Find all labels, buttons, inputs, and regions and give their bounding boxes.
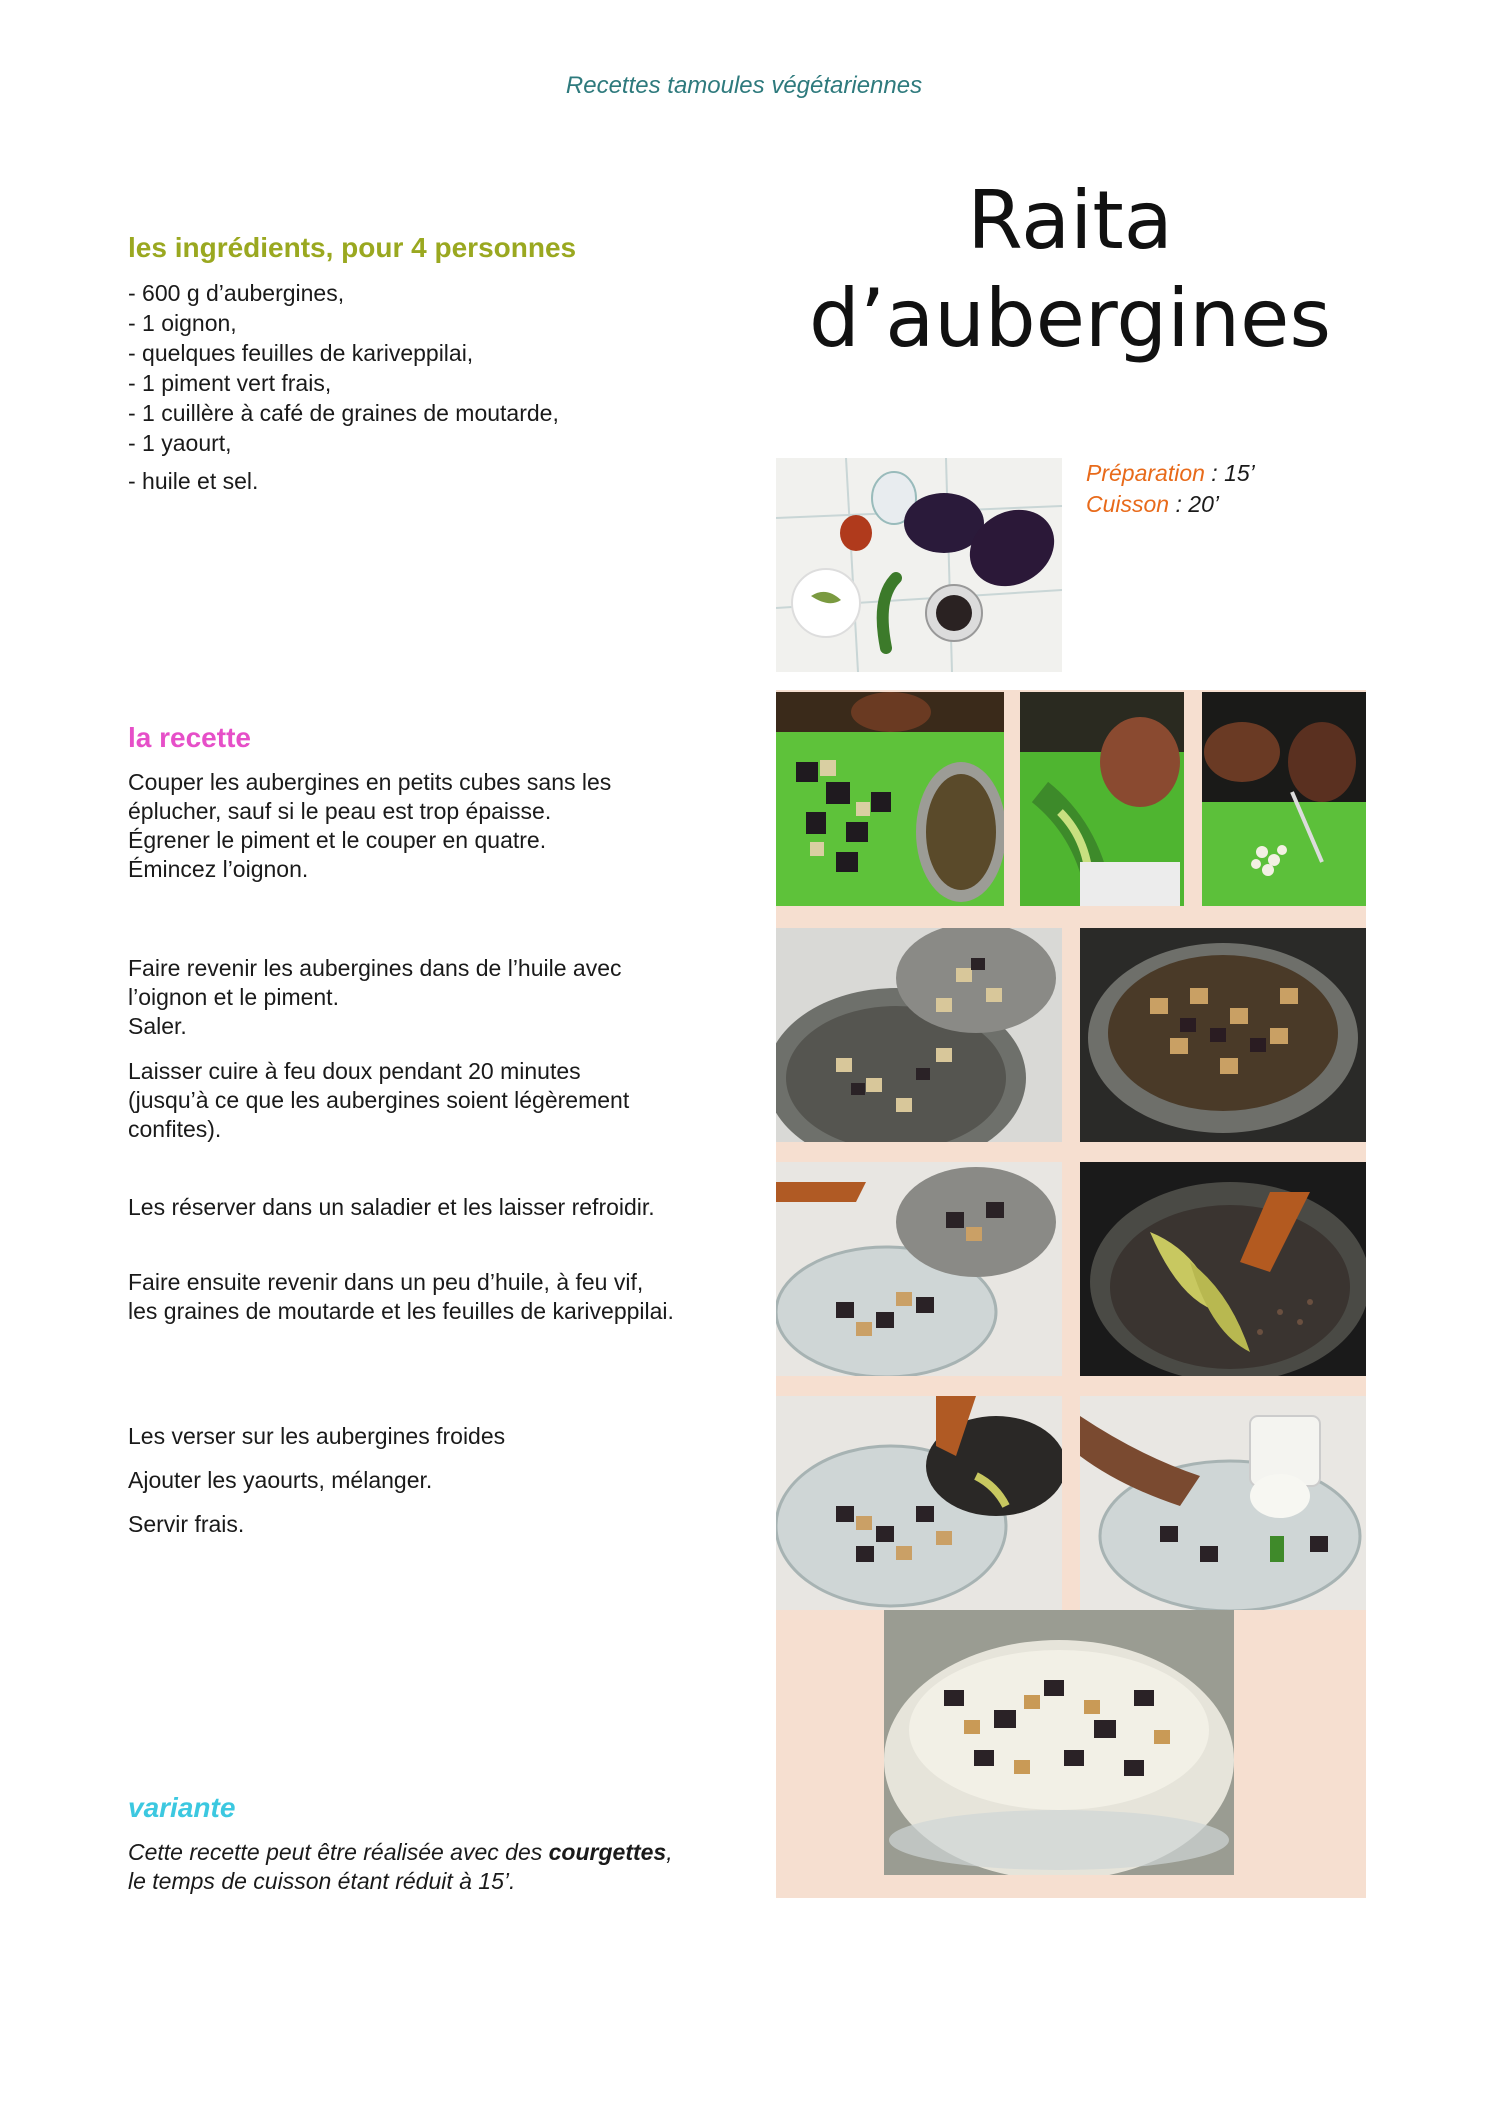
cooking-aubergine-photo	[1080, 928, 1366, 1142]
chopping-onion-photo	[1202, 692, 1366, 906]
transferring-to-bowl-photo	[776, 1162, 1062, 1376]
adding-aubergine-to-pan-photo	[776, 928, 1062, 1142]
step-line: Laisser cuire à feu doux pendant 20 minutes	[128, 1058, 581, 1084]
cook-value: : 20’	[1169, 491, 1219, 517]
title-line-2: d’aubergines	[808, 272, 1332, 365]
times-box	[1086, 458, 1255, 520]
recipe-step-3	[128, 1057, 748, 1144]
final-raita-photo	[884, 1610, 1234, 1875]
frying-curry-leaves-photo	[1080, 1162, 1366, 1376]
step-line: Faire revenir les aubergines dans de l’huile avec	[128, 955, 622, 981]
ingredients-photo	[776, 458, 1062, 672]
prep-label: Préparation	[1086, 460, 1205, 486]
step-line: Les réserver dans un saladier et les laisser refroidir.	[128, 1194, 655, 1220]
adding-yogurt-photo	[1080, 1396, 1366, 1610]
ingredients-list	[128, 278, 559, 496]
step-line: Faire ensuite revenir dans un peu d’huile, à feu vif,	[128, 1269, 644, 1295]
recipe-title	[790, 172, 1350, 368]
running-header: Recettes tamoules végétariennes	[565, 72, 923, 99]
recipe-step-7	[128, 1466, 748, 1495]
recipe-step-4	[128, 1193, 748, 1222]
recipe-step-5	[128, 1268, 748, 1326]
step-line: (jusqu’à ce que les aubergines soient légèrement	[128, 1087, 630, 1113]
recipe-step-2	[128, 954, 748, 1041]
variant-line-1	[128, 1838, 673, 1867]
variant-text-part: ,	[666, 1839, 673, 1865]
recipe-step-1	[128, 768, 748, 884]
step-line: Servir frais.	[128, 1511, 245, 1537]
ingredient-item: - 1 yaourt,	[128, 430, 232, 456]
cook-time	[1086, 489, 1255, 520]
variant-text	[128, 1838, 673, 1896]
step-line: les graines de moutarde et les feuilles de kariveppilai.	[128, 1298, 674, 1324]
step-line: Émincez l’oignon.	[128, 856, 309, 882]
ingredient-item: - 1 oignon,	[128, 310, 237, 336]
recipe-step-6	[128, 1422, 748, 1451]
prep-time	[1086, 458, 1255, 489]
step-line: Ajouter les yaourts, mélanger.	[128, 1467, 433, 1493]
variant-highlight: courgettes	[548, 1839, 667, 1865]
variant-line-2: le temps de cuisson étant réduit à 15’.	[128, 1868, 516, 1894]
recipe-heading: la recette	[128, 722, 251, 753]
variant-heading: variante	[128, 1792, 236, 1823]
deseeding-chili-photo	[1020, 692, 1184, 906]
ingredient-item: - 1 piment vert frais,	[128, 370, 332, 396]
ingredient-item: - huile et sel.	[128, 468, 259, 494]
recipe-step-8	[128, 1510, 748, 1539]
step-line: éplucher, sauf si le peau est trop épaisse.	[128, 798, 552, 824]
ingredient-item: - quelques feuilles de kariveppilai,	[128, 340, 474, 366]
cook-label: Cuisson	[1086, 491, 1170, 517]
prep-value: : 15’	[1204, 460, 1255, 486]
step-line: l’oignon et le piment.	[128, 984, 339, 1010]
ingredient-item: - 600 g d’aubergines,	[128, 280, 345, 306]
step-line: Saler.	[128, 1013, 187, 1039]
cutting-aubergine-photo	[776, 692, 1004, 906]
pouring-tempering-photo	[776, 1396, 1062, 1610]
ingredient-item: - 1 cuillère à café de graines de moutarde,	[128, 400, 559, 426]
step-line: Égrener le piment et le couper en quatre.	[128, 827, 547, 853]
ingredients-heading: les ingrédients, pour 4 personnes	[128, 232, 577, 263]
variant-text-part: Cette recette peut être réalisée avec des	[128, 1839, 549, 1865]
title-line-1: Raita	[967, 174, 1173, 267]
step-line: Couper les aubergines en petits cubes sans les	[128, 769, 612, 795]
step-line: Les verser sur les aubergines froides	[128, 1423, 506, 1449]
step-line: confites).	[128, 1116, 222, 1142]
